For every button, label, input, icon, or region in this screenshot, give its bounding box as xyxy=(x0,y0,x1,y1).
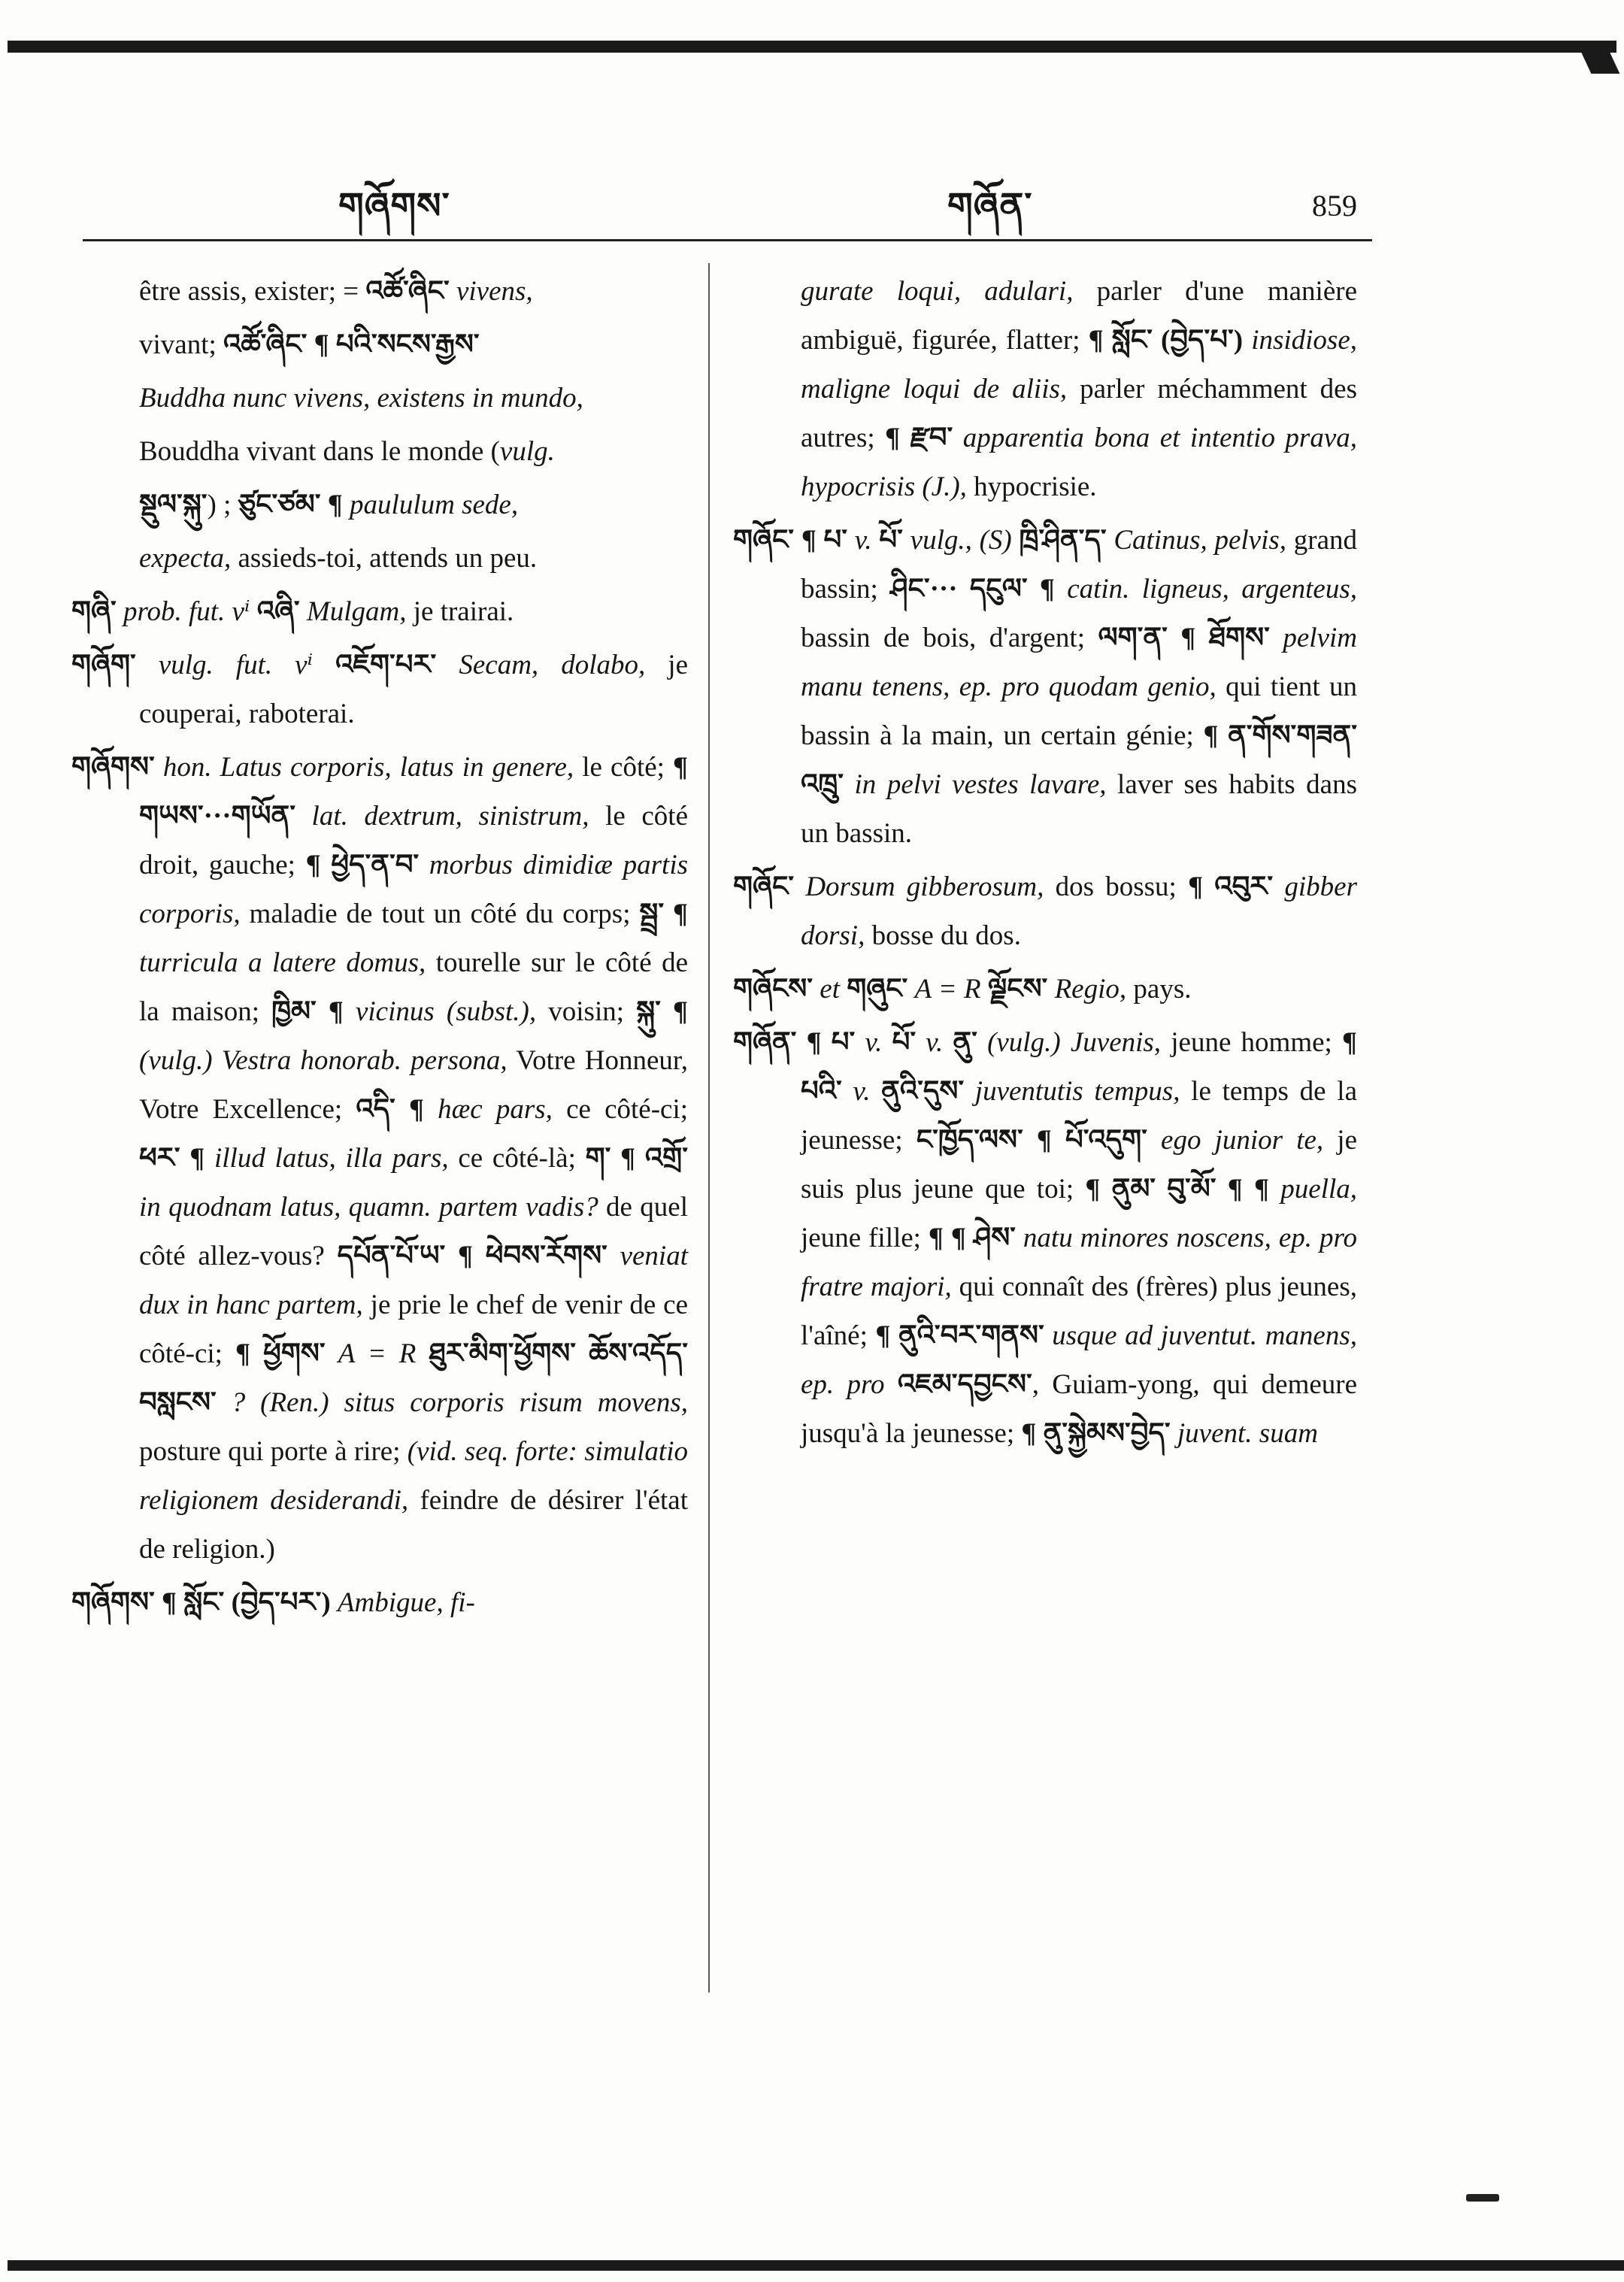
dictionary-entry xyxy=(71,743,688,1574)
latin-gloss: Catinus, pelvis, xyxy=(1113,525,1287,556)
tibetan-text: ¶ ན་གོས་གཟན་འཁྲུ་ xyxy=(801,720,1357,800)
tibetan-text: ག་ ¶ འགྲོ་ xyxy=(585,1143,688,1174)
latin-gloss: puella, xyxy=(1280,1174,1357,1205)
tibetan-text: ¶ ནུའི་བར་གནས་ xyxy=(875,1320,1044,1351)
latin-gloss: pelvim manu tenens, ep. pro quodam genio, xyxy=(801,623,1357,702)
latin-gloss: usque ad juventut. manens, ep. pro xyxy=(801,1320,1357,1400)
french-text: voisin; xyxy=(536,996,637,1027)
french-text: qui tient un bassin à la main, un certain génie; xyxy=(801,671,1357,751)
header-rule xyxy=(83,239,1372,241)
tibetan-text: འཚོ་ཞིང་ ¶ པའི་སངས་རྒྱས་ xyxy=(223,329,480,360)
latin-gloss: ? (Ren.) situs corporis risum movens, xyxy=(216,1387,688,1418)
tibetan-text: ¶ སློང་ (བྱེད་པར་) xyxy=(154,1587,338,1618)
dictionary-entry xyxy=(733,1018,1357,1458)
french-text: pays. xyxy=(1126,974,1192,1005)
top-border xyxy=(8,41,1616,53)
dictionary-entry xyxy=(71,320,688,369)
french-text: je suis plus jeune que toi; xyxy=(801,1125,1358,1205)
dictionary-entry xyxy=(733,862,1357,960)
latin-gloss: A = R xyxy=(325,1338,417,1369)
french-text: ce côté-là; xyxy=(448,1143,586,1174)
page-number: 859 xyxy=(1312,189,1357,223)
dictionary-entry xyxy=(71,374,688,423)
french-text: grand bassin; xyxy=(801,525,1357,605)
dictionary-entry xyxy=(71,267,688,316)
french-text: laver ses habits dans un bassin. xyxy=(801,769,1357,849)
dictionary-entry xyxy=(71,587,688,636)
latin-gloss: vivens, xyxy=(449,276,533,307)
dictionary-entry xyxy=(71,534,688,583)
latin-gloss: v. xyxy=(865,1027,883,1058)
right-column xyxy=(733,267,1357,1462)
latin-gloss: v. xyxy=(854,525,872,556)
tibetan-text: ¶ པ་ xyxy=(796,1027,865,1058)
latin-gloss: et xyxy=(813,974,847,1005)
tibetan-text: ¶ སློང་ (བྱེད་པ་) xyxy=(1088,325,1244,356)
running-head-center: གཞོན་ xyxy=(947,186,1033,226)
french-text: ) ; xyxy=(207,489,238,520)
latin-gloss: Secam, dolabo, xyxy=(459,650,646,680)
latin-gloss: vicinus (subst.), xyxy=(355,996,537,1027)
tibetan-text: སྦྲ་ ¶ xyxy=(639,899,688,929)
latin-gloss: expecta, xyxy=(139,543,232,574)
french-text: être assis, exister; = xyxy=(139,276,366,307)
french-text: de quel côté allez-vous? xyxy=(139,1192,689,1271)
latin-gloss: veniat dux in hanc partem, xyxy=(139,1241,688,1320)
latin-gloss: illud latus, illa pars, xyxy=(214,1143,449,1174)
tibetan-text: འཇོག་པར་ xyxy=(313,650,459,680)
left-column xyxy=(71,267,688,1632)
tibetan-text: འཚོ་ཞིང་ xyxy=(365,276,450,307)
french-text: feindre de désirer l'état de religion.) xyxy=(139,1485,688,1565)
dictionary-entry xyxy=(71,480,688,529)
french-text: qui connaît des (frères) plus jeunes, l'aîné; xyxy=(801,1271,1357,1351)
headword: གཞོག་ xyxy=(71,650,136,680)
tibetan-text: སྐུ་ ¶ xyxy=(636,996,688,1027)
margin-mark xyxy=(1466,2194,1499,2202)
latin-gloss: Dorsum gibberosum, xyxy=(794,871,1044,902)
french-text: Votre Honneur, Votre Excellence; xyxy=(139,1045,688,1125)
french-text: jeune fille; xyxy=(801,1223,929,1253)
tibetan-text: ཁྱིམ་ ¶ xyxy=(271,996,356,1027)
dictionary-entry xyxy=(71,1578,688,1627)
latin-gloss: (vulg.) Vestra honorab. persona, xyxy=(139,1045,508,1076)
latin-gloss: juvent. suam xyxy=(1170,1418,1318,1449)
headword: གཞོང་ xyxy=(733,871,795,902)
french-text: parler d'une manière ambiguë, figurée, flatter; xyxy=(801,276,1357,356)
french-text: bosse du dos. xyxy=(865,920,1021,951)
french-text: je couperai, raboterai. xyxy=(139,650,688,729)
tibetan-text: ¶ འབུར་ xyxy=(1188,871,1274,902)
french-text xyxy=(416,1338,429,1369)
tibetan-text: ¶ ཕྱེད་ན་བ་ xyxy=(305,850,420,880)
headword: གཞོང་ xyxy=(733,525,795,556)
french-text: le côté droit, gauche; xyxy=(139,801,688,880)
latin-gloss: v. xyxy=(853,1076,871,1107)
tibetan-text: ¶ པའི་ xyxy=(801,1027,1357,1107)
headword: གཞོགས་ xyxy=(71,1587,155,1618)
french-text: jeune homme; xyxy=(1161,1027,1343,1058)
latin-gloss: v. xyxy=(926,1027,944,1058)
tibetan-text: ཤིང་··· དངུལ་ ¶ xyxy=(890,574,1068,605)
latin-gloss: (vulg.) Juvenis, xyxy=(987,1027,1162,1058)
latin-gloss: hæc pars, xyxy=(438,1094,553,1125)
latin-gloss: morbus dimidiæ partis corporis, xyxy=(139,850,688,929)
tibetan-text: ¶ གཡས་···གཡོན་ xyxy=(139,752,689,832)
tibetan-text: ནུ་ xyxy=(943,1027,988,1058)
latin-gloss: Mulgam, xyxy=(306,596,407,627)
dictionary-entry xyxy=(71,641,688,738)
french-text: Bouddha vivant dans le monde ( xyxy=(139,436,500,467)
french-text: ce côté-ci; xyxy=(552,1094,689,1125)
latin-gloss: Buddha nunc vivens, existens in mundo, xyxy=(139,383,583,414)
latin-gloss: juventutis tempus, xyxy=(974,1076,1180,1107)
dictionary-entry xyxy=(733,267,1357,511)
tibetan-text: པོ་ xyxy=(882,1027,926,1058)
dictionary-entry xyxy=(71,427,688,476)
tibetan-text: ¶ ནུམ་ བུ་མོ་ ¶ ¶ xyxy=(1085,1174,1281,1205)
tibetan-text: སྡུལ་སྐུ་ xyxy=(139,489,208,520)
tibetan-text: ¶ པ་ xyxy=(794,525,855,556)
latin-gloss: Ambigue, fi- xyxy=(337,1587,475,1618)
french-text: , Guiam-yong, qui demeure jusqu'à la jeunesse; xyxy=(801,1369,1358,1449)
latin-gloss: vulg., (S) xyxy=(910,525,1012,556)
headword: གཞོགས་ xyxy=(71,752,155,783)
latin-gloss: ego junior te, xyxy=(1147,1125,1324,1156)
headword: གཞི་ xyxy=(71,596,117,627)
headword: གཞོངས་ xyxy=(733,974,814,1005)
latin-gloss: vulg. fut. v xyxy=(135,650,308,680)
tibetan-text: པོ་ xyxy=(871,525,910,556)
latin-gloss: ⁱ xyxy=(307,650,314,680)
french-text: tourelle sur le côté de la maison; xyxy=(139,947,688,1027)
tibetan-text: ཙུང་ཙམ་ ¶ xyxy=(238,489,350,520)
latin-gloss: vulg. xyxy=(499,436,555,467)
tibetan-text: ¶ རྫབ་ xyxy=(885,423,953,453)
dictionary-entry xyxy=(733,965,1357,1014)
tibetan-text: འཇམ་དབྱངས་ xyxy=(884,1369,1032,1400)
latin-gloss: gurate loqui, adulari, xyxy=(801,276,1074,307)
tibetan-text: ¶ ཕྱོགས་ xyxy=(235,1338,326,1369)
latin-gloss: natu minores noscens, ep. pro fratre majori, xyxy=(801,1223,1357,1302)
tibetan-text: ནུའི་དུས་ xyxy=(870,1076,975,1107)
tibetan-text: ལག་ན་ ¶ ཐོགས་ xyxy=(1098,623,1270,653)
tibetan-text: ང་ཁྱོད་ལས་ ¶ པོ་འདུག་ xyxy=(916,1125,1147,1156)
french-text: maladie de tout un côté du corps; xyxy=(240,899,640,929)
latin-gloss: in quodnam latus, quamn. partem vadis? xyxy=(139,1192,598,1223)
latin-gloss: turricula a latere domus, xyxy=(139,947,426,978)
tibetan-text: འདི་ ¶ xyxy=(356,1094,438,1125)
french-text: assieds-toi, attends un peu. xyxy=(231,543,538,574)
tibetan-text: ¶ ནུ་སྐྱེམས་བྱེད་ xyxy=(1021,1418,1171,1449)
tibetan-text: འཞི་ xyxy=(250,596,307,627)
latin-gloss: (vid. seq. forte: simulatio religionem desiderandi, xyxy=(139,1436,688,1516)
latin-gloss: catin. ligneus, argenteus, xyxy=(1067,574,1357,605)
latin-gloss: prob. fut. v xyxy=(116,596,244,627)
french-text: hypocrisie. xyxy=(966,471,1097,502)
french-text: dos bossu; xyxy=(1044,871,1189,902)
tibetan-text: གཞུང་ xyxy=(847,974,908,1005)
latin-gloss: lat. dextrum, sinistrum, xyxy=(295,801,589,832)
french-text: parler méchamment des autres; xyxy=(801,374,1357,453)
latin-gloss: insidiose, maligne loqui de aliis, xyxy=(801,325,1358,405)
french-text: bassin de bois, d'argent; xyxy=(801,623,1098,653)
tibetan-text: ཁྲི་ཤིན་ད་ xyxy=(1011,525,1114,556)
latin-gloss: ⁱ xyxy=(244,596,250,627)
tibetan-text: དཔོན་པོ་ཡ་ ¶ ཕེབས་རོགས་ xyxy=(337,1241,607,1271)
tibetan-text: ¶ ¶ ཤེས་ xyxy=(928,1223,1016,1253)
latin-gloss: A = R xyxy=(907,974,988,1005)
tibetan-text: ཐུར་མིག་ཕྱོགས་ ཆོས་འདོད་བསླངས་ xyxy=(139,1338,688,1418)
dictionary-entry xyxy=(733,516,1357,858)
french-text: le côté; xyxy=(574,752,674,783)
bottom-border xyxy=(8,2260,1624,2271)
running-head-left: གཞོགས་ xyxy=(338,186,450,226)
french-text: je trairai. xyxy=(406,596,514,627)
latin-gloss: hon. Latus corporis, latus in genere, xyxy=(154,752,574,783)
column-divider xyxy=(708,263,710,1993)
latin-gloss: gibber dorsi, xyxy=(801,871,1357,951)
tibetan-text: ལྗོངས་ xyxy=(987,974,1048,1005)
headword: གཞོན་ xyxy=(733,1027,797,1058)
latin-gloss: Regio, xyxy=(1047,974,1127,1005)
french-text: je prie le chef de venir de ce côté-ci; xyxy=(139,1289,689,1369)
latin-gloss: apparentia bona et intentio prava, hypocrisis (J.), xyxy=(801,423,1358,502)
latin-gloss: paululum sede, xyxy=(350,489,519,520)
french-text: posture qui porte à rire; xyxy=(139,1436,408,1467)
tibetan-text: ཕར་ ¶ xyxy=(139,1143,214,1174)
french-text: vivant; xyxy=(139,329,224,360)
french-text: le temps de la jeunesse; xyxy=(801,1076,1357,1156)
latin-gloss: in pelvi vestes lavare, xyxy=(843,769,1107,800)
